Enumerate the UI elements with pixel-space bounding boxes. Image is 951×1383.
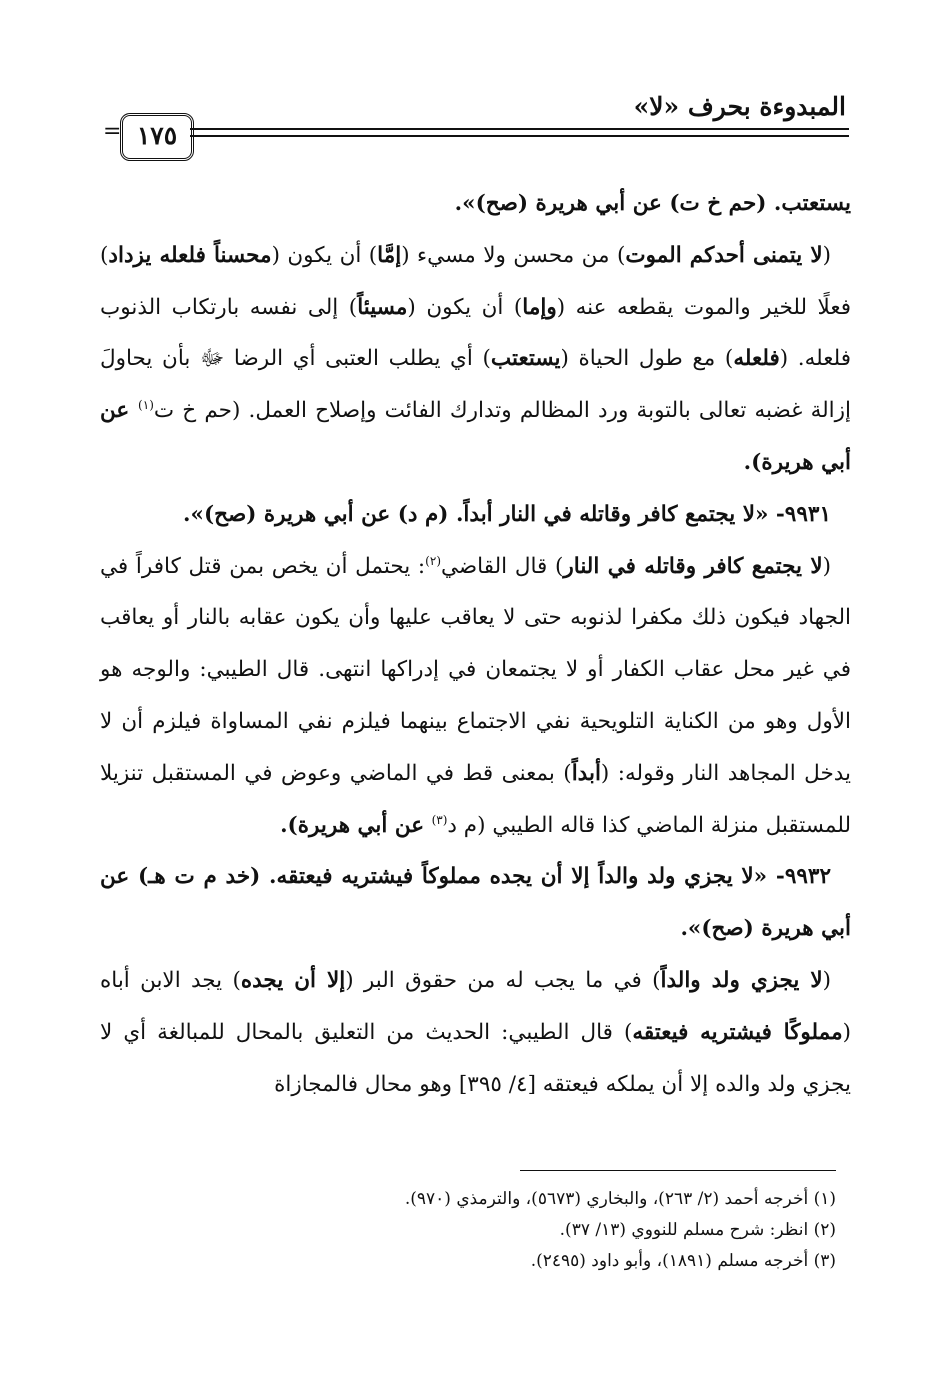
commentary-paragraph-1: (لا يتمنى أحدكم الموت) من محسن ولا مسيء (إمَّا) أن يكون (محسناً فلعله يزداد) فعلًا للخير والموت يقطعه عنه (وإما) أن يكون (مسيئاً) إلى نفسه بارتكاب الذنوب فلعله. (فلعله) مع طول الحياة (يستعتب) أي يطلب العتبى أي الرضا ﷻ بأن يحاولَ إزالة غضبه تعالى بالتوبة ورد المظالم وتدارك الفائت وإصلاح العمل. (حم خ ت$^{(١)}$ عن أبي هريرة). [100,242,852,475]
footnote-2: (٢) انظر: شرح مسلم للنووي (١٣/ ٣٧). [559,1220,836,1240]
footnote-ref-2: (٢) [425,553,441,568]
footnote-1: (١) أخرجه أحمد (٢/ ٢٦٣)، والبخاري (٥٦٧٣)، والترمذي (٩٧٠). [404,1189,836,1209]
continued-hadith-end: يستعتب. (حم خ ت) عن أبي هريرة (صح)». [454,191,851,216]
header-rule-end: = [103,119,122,144]
header-rule-lower [190,135,849,137]
commentary-paragraph-3: (لا يجزي ولد والداً) في ما يجب له من حقوق البر (إلا أن يجده) يجد الابن أباه (مملوكًا فيشتريه فيعتقه) قال الطيبي: الحديث من التعليق بالمحال للمبالغة أي لا يجزي ولد والده إلا أن يملكه فيعتقه [٤/ ٣٩٥] وهو محال فالمجازاة [100,967,851,1097]
running-title: المبدوءة بحرف «لا» [633,92,846,121]
footnote-separator [520,1170,836,1171]
hadith-9931: ٩٩٣١- «لا يجتمع كافر وقاتله في النار أبداً. (م د) عن أبي هريرة (صح)». [183,501,831,527]
footnote-ref-3: (٣) [431,812,448,827]
page-number: ١٧٥ [120,113,194,161]
continued-line [100,178,851,230]
footnotes [100,1184,836,1277]
main-text [100,178,851,1110]
footnote-3: (٣) أخرجه مسلم (١٨٩١)، وأبو داود (٢٤٩٥). [530,1251,836,1271]
footnote-ref-1: (١) [138,398,154,413]
header-rule [190,128,849,130]
hadith-9932: ٩٩٣٢- «لا يجزي ولد والداً إلا أن يجده مملوكاً فيشتريه فيعتقه. (خد م ت هـ) عن أبي هريرة (صح)». [100,864,851,942]
commentary-paragraph-2: (لا يجتمع كافر وقاتله في النار) قال القاضي$^{(٢)}$: يحتمل أن يخص بمن قتل كافراً في الجهاد فيكون ذلك مكفرا لذنوبه حتى لا يعاقب عليها وأن يكون عقابه بالنار أو يعاقب في غير محل عقاب الكفار أو لا يجتمعان في إدراكها انتهى. قال الطيبي: والوجه هو الأول وهو من الكناية التلويحية نفي الاجتماع بينهما فيلزم نفي المساواة فيلزم أن لا يدخل المجاهد النار وقوله: (أبداً) بمعنى قط في الماضي وعوض في المستقبل تنزيلا للمستقبل منزلة الماضي كذا قاله الطيبي (م د$^{(٣)}$ عن أبي هريرة). [100,553,852,838]
